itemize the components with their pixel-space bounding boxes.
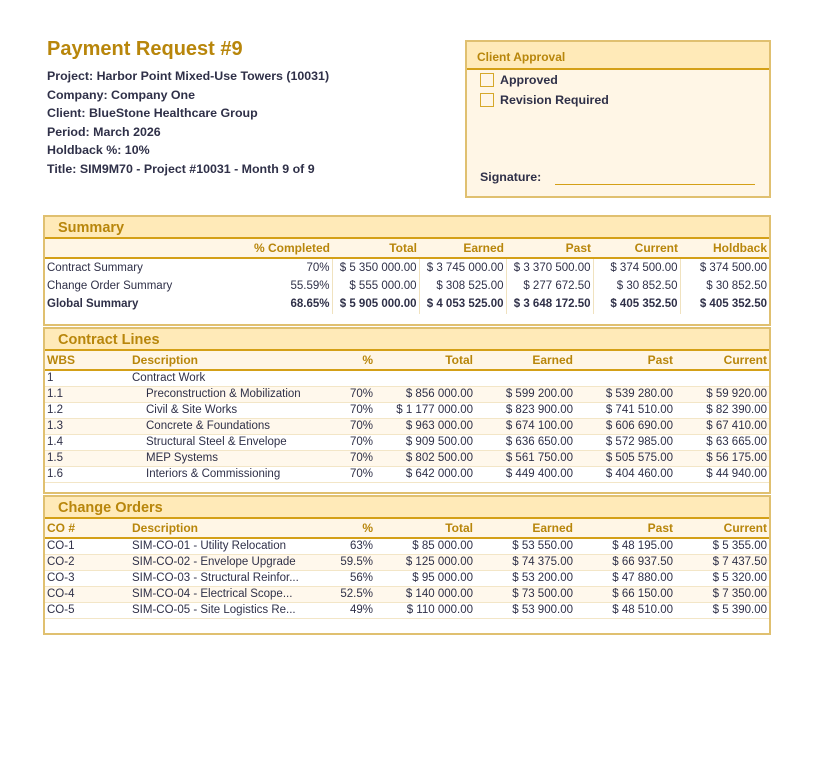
cell-earned: $ 53 900.00 xyxy=(475,602,575,618)
contract-lines-table xyxy=(45,351,769,483)
cell-description: MEP Systems xyxy=(130,450,320,466)
cell-total: $ 856 000.00 xyxy=(375,386,475,402)
company-line: Company: Company One xyxy=(47,87,196,102)
cell-past: $ 66 150.00 xyxy=(575,586,675,602)
col-co-number: CO # xyxy=(45,519,130,538)
cell-pct: 70% xyxy=(320,418,375,434)
summary-col-past: Past xyxy=(506,239,593,258)
cell-past: $ 539 280.00 xyxy=(575,386,675,402)
cell-wbs: 1.4 xyxy=(45,434,130,450)
row-label: Global Summary xyxy=(47,298,139,311)
cell-past: $ 606 690.00 xyxy=(575,418,675,434)
row-holdback: $ 405 352.50 xyxy=(680,295,769,314)
row-past: $ 277 672.50 xyxy=(506,277,593,296)
cell-description: Civil & Site Works xyxy=(130,402,320,418)
cell-wbs: 1.2 xyxy=(45,402,130,418)
table-row xyxy=(45,570,769,586)
cell-description: Preconstruction & Mobilization xyxy=(130,386,320,402)
row-current: $ 405 352.50 xyxy=(593,295,680,314)
holdback-line: Holdback %: 10% xyxy=(47,143,150,158)
cell-pct: 70% xyxy=(320,450,375,466)
revision-required-label: Revision Required xyxy=(500,93,609,107)
col-current: Current xyxy=(675,351,769,370)
cell-past: $ 48 510.00 xyxy=(575,602,675,618)
cell-pct: 63% xyxy=(320,538,375,554)
cell-earned: $ 599 200.00 xyxy=(475,386,575,402)
cell-wbs: 1.1 xyxy=(45,386,130,402)
cell-description: Contract Work xyxy=(130,370,320,386)
cell-description: SIM-CO-05 - Site Logistics Re... xyxy=(130,602,320,618)
cell-current: $ 5 320.00 xyxy=(675,570,769,586)
period-line: Period: March 2026 xyxy=(47,124,161,139)
cell-past: $ 66 937.50 xyxy=(575,554,675,570)
cell-past: $ 47 880.00 xyxy=(575,570,675,586)
table-row xyxy=(45,402,769,418)
summary-panel xyxy=(43,215,771,326)
row-past: $ 3 370 500.00 xyxy=(506,258,593,277)
row-past: $ 3 648 172.50 xyxy=(506,295,593,314)
approved-checkbox[interactable] xyxy=(480,73,494,87)
cell-co-number: CO-3 xyxy=(45,570,130,586)
col-earned: Earned xyxy=(475,519,575,538)
contract-lines-title: Contract Lines xyxy=(45,329,769,351)
signature-label: Signature: xyxy=(480,170,542,184)
cell-wbs: 1 xyxy=(45,370,130,386)
row-label: Contract Summary xyxy=(47,261,143,274)
cell-pct: 49% xyxy=(320,602,375,618)
row-label: Change Order Summary xyxy=(47,279,173,292)
cell-description: SIM-CO-02 - Envelope Upgrade xyxy=(130,554,320,570)
cell-pct: 59.5% xyxy=(320,554,375,570)
cell-description: Structural Steel & Envelope xyxy=(130,434,320,450)
cell-past: $ 572 985.00 xyxy=(575,434,675,450)
cell-co-number: CO-5 xyxy=(45,602,130,618)
table-row xyxy=(45,418,769,434)
col-past: Past xyxy=(575,519,675,538)
table-row xyxy=(45,602,769,618)
col-pct: % xyxy=(320,351,375,370)
row-current: $ 374 500.00 xyxy=(593,258,680,277)
cell-earned: $ 74 375.00 xyxy=(475,554,575,570)
summary-row-global xyxy=(45,295,769,314)
row-current: $ 30 852.50 xyxy=(593,277,680,296)
change-orders-title: Change Orders xyxy=(45,497,769,519)
row-total: $ 5 350 000.00 xyxy=(332,258,419,277)
cell-earned: $ 561 750.00 xyxy=(475,450,575,466)
table-row xyxy=(45,586,769,602)
revision-required-option[interactable] xyxy=(480,90,769,110)
col-total: Total xyxy=(375,519,475,538)
row-pct: 55.59% xyxy=(290,279,330,292)
cell-current: $ 5 390.00 xyxy=(675,602,769,618)
cell-earned: $ 53 200.00 xyxy=(475,570,575,586)
contract-lines-panel xyxy=(43,327,771,494)
row-pct: 68.65% xyxy=(290,298,330,311)
approved-option[interactable] xyxy=(480,70,769,90)
revision-required-checkbox[interactable] xyxy=(480,93,494,107)
summary-col-earned: Earned xyxy=(419,239,506,258)
cell-wbs: 1.3 xyxy=(45,418,130,434)
table-row xyxy=(45,554,769,570)
table-row-group xyxy=(45,370,769,386)
cell-earned: $ 636 650.00 xyxy=(475,434,575,450)
summary-table xyxy=(45,239,769,314)
summary-title: Summary xyxy=(45,217,769,239)
client-approval-box xyxy=(465,40,771,198)
cell-current: $ 82 390.00 xyxy=(675,402,769,418)
cell-current: $ 63 665.00 xyxy=(675,434,769,450)
cell-past: $ 741 510.00 xyxy=(575,402,675,418)
table-row xyxy=(45,538,769,554)
row-earned: $ 3 745 000.00 xyxy=(419,258,506,277)
cell-total: $ 140 000.00 xyxy=(375,586,475,602)
row-earned: $ 308 525.00 xyxy=(419,277,506,296)
cell-earned: $ 449 400.00 xyxy=(475,466,575,482)
cell-wbs: 1.5 xyxy=(45,450,130,466)
cell-earned: $ 823 900.00 xyxy=(475,402,575,418)
cell-pct: 56% xyxy=(320,570,375,586)
cell-earned: $ 73 500.00 xyxy=(475,586,575,602)
cell-total: $ 642 000.00 xyxy=(375,466,475,482)
cell-co-number: CO-4 xyxy=(45,586,130,602)
cell-total: $ 802 500.00 xyxy=(375,450,475,466)
change-orders-panel xyxy=(43,495,771,635)
cell-pct: 70% xyxy=(320,386,375,402)
cell-past: $ 505 575.00 xyxy=(575,450,675,466)
summary-col-pct: % Completed xyxy=(245,239,332,258)
summary-col-total: Total xyxy=(332,239,419,258)
cell-earned: $ 674 100.00 xyxy=(475,418,575,434)
cell-description: Interiors & Commissioning xyxy=(130,466,320,482)
summary-row-change-orders xyxy=(45,277,769,296)
col-earned: Earned xyxy=(475,351,575,370)
summary-col-holdback: Holdback xyxy=(680,239,769,258)
summary-col-label xyxy=(45,239,245,258)
cell-earned: $ 53 550.00 xyxy=(475,538,575,554)
summary-col-current: Current xyxy=(593,239,680,258)
cell-current: $ 67 410.00 xyxy=(675,418,769,434)
cell-current: $ 44 940.00 xyxy=(675,466,769,482)
cell-past: $ 404 460.00 xyxy=(575,466,675,482)
cell-description: SIM-CO-03 - Structural Reinfor... xyxy=(130,570,320,586)
cell-current: $ 5 355.00 xyxy=(675,538,769,554)
cell-current: $ 56 175.00 xyxy=(675,450,769,466)
summary-row-contract xyxy=(45,258,769,277)
cell-pct: 70% xyxy=(320,434,375,450)
table-row xyxy=(45,450,769,466)
client-approval-title: Client Approval xyxy=(467,42,769,70)
col-description: Description xyxy=(130,351,320,370)
signature-line[interactable] xyxy=(555,184,755,185)
row-holdback: $ 30 852.50 xyxy=(680,277,769,296)
row-total: $ 5 905 000.00 xyxy=(332,295,419,314)
col-total: Total xyxy=(375,351,475,370)
cell-current: $ 7 437.50 xyxy=(675,554,769,570)
approved-label: Approved xyxy=(500,73,558,87)
table-row xyxy=(45,386,769,402)
table-row xyxy=(45,466,769,482)
cell-pct: 52.5% xyxy=(320,586,375,602)
col-description: Description xyxy=(130,519,320,538)
cell-total: $ 95 000.00 xyxy=(375,570,475,586)
document-header xyxy=(47,37,329,179)
cell-pct: 70% xyxy=(320,466,375,482)
project-line: Project: Harbor Point Mixed-Use Towers (10031) xyxy=(47,69,330,83)
cell-pct: 70% xyxy=(320,402,375,418)
cell-total: $ 963 000.00 xyxy=(375,418,475,434)
cell-total: $ 125 000.00 xyxy=(375,554,475,570)
col-pct: % xyxy=(320,519,375,538)
cell-total: $ 85 000.00 xyxy=(375,538,475,554)
cell-current: $ 7 350.00 xyxy=(675,586,769,602)
cell-wbs: 1.6 xyxy=(45,466,130,482)
client-line: Client: BlueStone Healthcare Group xyxy=(47,106,258,121)
cell-description: Concrete & Foundations xyxy=(130,418,320,434)
col-wbs: WBS xyxy=(45,351,130,370)
cell-total: $ 1 177 000.00 xyxy=(375,402,475,418)
table-row xyxy=(45,434,769,450)
row-total: $ 555 000.00 xyxy=(332,277,419,296)
row-pct: 70% xyxy=(306,261,330,274)
row-earned: $ 4 053 525.00 xyxy=(419,295,506,314)
cell-co-number: CO-1 xyxy=(45,538,130,554)
cell-current: $ 59 920.00 xyxy=(675,386,769,402)
change-orders-table xyxy=(45,519,769,619)
page-title: Payment Request #9 xyxy=(47,38,243,60)
cell-description: SIM-CO-01 - Utility Relocation xyxy=(130,538,320,554)
cell-past: $ 48 195.00 xyxy=(575,538,675,554)
cell-description: SIM-CO-04 - Electrical Scope... xyxy=(130,586,320,602)
title-line: Title: SIM9M70 - Project #10031 - Month 9 of 9 xyxy=(47,161,315,176)
col-current: Current xyxy=(675,519,769,538)
cell-total: $ 909 500.00 xyxy=(375,434,475,450)
col-past: Past xyxy=(575,351,675,370)
cell-total: $ 110 000.00 xyxy=(375,602,475,618)
row-holdback: $ 374 500.00 xyxy=(680,258,769,277)
cell-co-number: CO-2 xyxy=(45,554,130,570)
